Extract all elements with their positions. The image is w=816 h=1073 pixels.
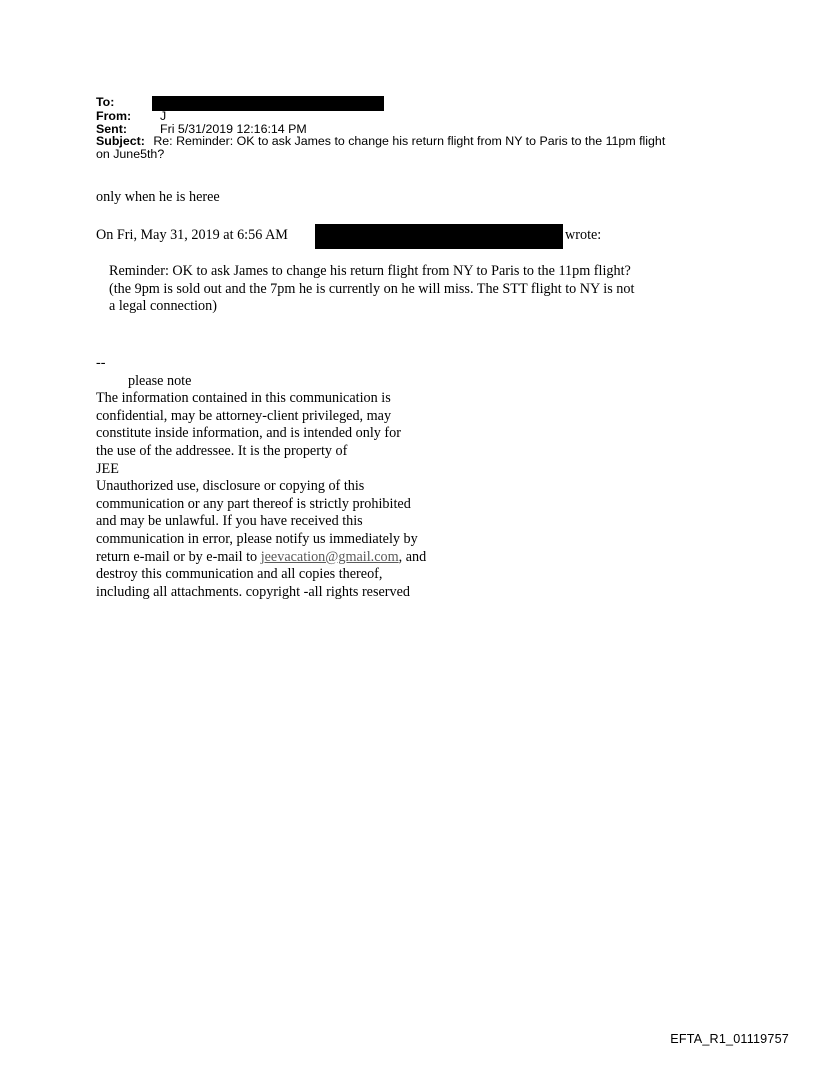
- quoted-message: [109, 263, 634, 316]
- quoted-line-1: Reminder: OK to ask James to change his return flight from NY to Paris to the 11pm flight?: [109, 263, 631, 279]
- to-redaction: [152, 96, 384, 111]
- quote-intro-suffix: wrote:: [565, 227, 602, 243]
- disclaimer-line: and may be unlawful. If you have received this: [96, 513, 363, 530]
- quoted-line-3: a legal connection): [109, 298, 217, 315]
- subject-row: [96, 135, 736, 148]
- email-link[interactable]: jeevacation@gmail.com: [260, 548, 399, 565]
- signature-block: [96, 355, 426, 601]
- reply-text: only when he is heree: [96, 189, 220, 205]
- email-suffix: , and: [398, 548, 427, 565]
- quoted-line-2: (the 9pm is sold out and the 7pm he is currently on he will miss. The STT flight to NY is not: [109, 280, 635, 297]
- quote-intro-prefix: On Fri, May 31, 2019 at 6:56 AM: [96, 227, 288, 243]
- sent-label: Sent:: [96, 121, 127, 136]
- email-header: [96, 96, 736, 160]
- subject-label: Subject:: [96, 134, 145, 149]
- disclaimer-line: the use of the addressee. It is the property of: [96, 442, 348, 459]
- disclaimer-line: constitute inside information, and is intended only for: [96, 425, 401, 442]
- disclaimer-line: The information contained in this communication is: [96, 390, 391, 407]
- subject-value-line1: Re: Reminder: OK to ask James to change his return flight from NY to Paris to the 11pm flight: [153, 134, 666, 149]
- signature-dashes: --: [96, 355, 106, 371]
- disclaimer-email-line: [96, 549, 426, 567]
- disclaimer-line: communication or any part thereof is strictly prohibited: [96, 495, 411, 512]
- from-row: [96, 110, 736, 123]
- to-row: [96, 96, 736, 110]
- to-label: To:: [96, 95, 115, 109]
- quote-intro: [96, 227, 736, 245]
- disclaimer-line: communication in error, please notify us immediately by: [96, 530, 418, 547]
- disclaimer-line: confidential, may be attorney-client privileged, may: [96, 407, 392, 424]
- sent-value: Fri 5/31/2019 12:16:14 PM: [160, 121, 307, 136]
- disclaimer-line: including all attachments. copyright -all rights reserved: [96, 583, 411, 600]
- subject-value-line2: on June5th?: [96, 146, 165, 161]
- document-id: EFTA_R1_01119757: [670, 1032, 789, 1046]
- from-label: From:: [96, 109, 132, 123]
- disclaimer-line: JEE: [96, 460, 119, 477]
- disclaimer-line: destroy this communication and all copies thereof,: [96, 566, 383, 583]
- subject-row-cont: [96, 148, 736, 161]
- reply-body: [96, 189, 220, 207]
- disclaimer-line: Unauthorized use, disclosure or copying of this: [96, 478, 365, 495]
- email-prefix: return e-mail or by e-mail to: [96, 548, 261, 565]
- from-value: J: [160, 109, 167, 123]
- sender-redaction: [315, 224, 563, 249]
- signature-note: please note: [128, 372, 192, 389]
